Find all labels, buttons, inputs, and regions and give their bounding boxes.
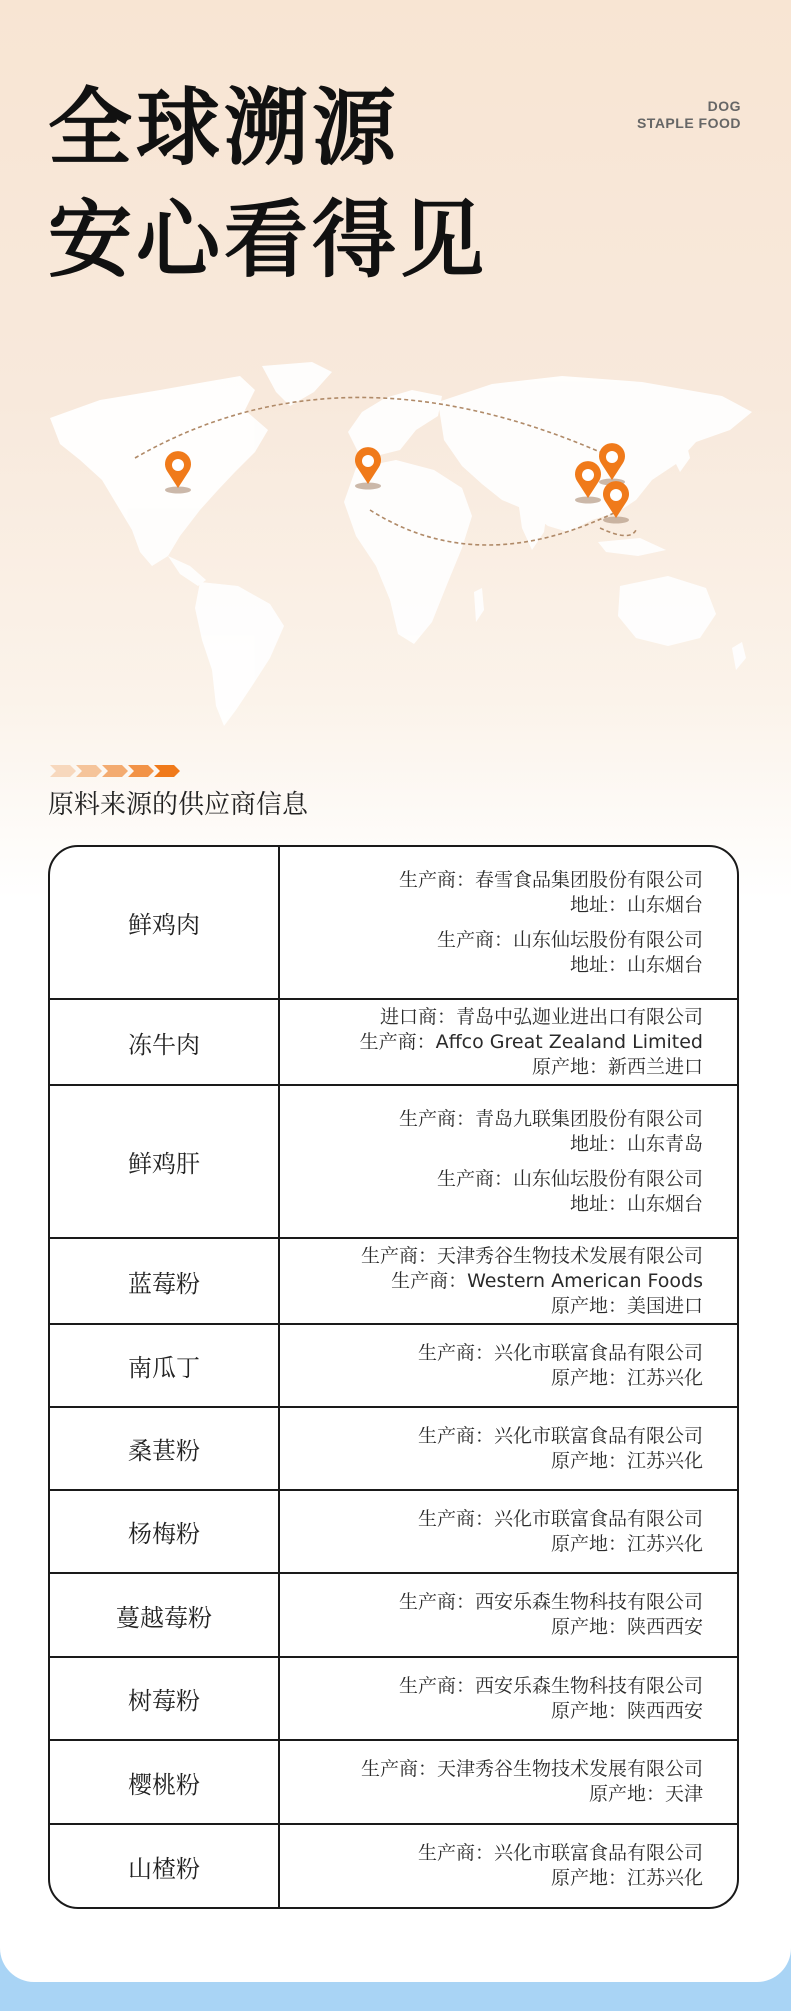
supplier-detail-line: 生产商：Western American Foods — [391, 1269, 703, 1292]
supplier-info — [280, 1408, 737, 1489]
hero-title-line1: 全球溯源 — [48, 79, 401, 177]
ingredient-name: 蓝莓粉 — [50, 1239, 280, 1323]
supplier-info — [280, 1741, 737, 1823]
supplier-detail-line: 生产商：西安乐森生物科技有限公司 — [398, 1674, 703, 1697]
supplier-detail-line: 地址：山东烟台 — [569, 953, 703, 976]
supplier-group — [437, 1167, 703, 1217]
india-shape — [518, 500, 548, 550]
southeast-asia-islands-shape — [598, 538, 666, 556]
supplier-detail-line: 原产地：美国进口 — [550, 1294, 703, 1317]
supplier-info — [280, 1825, 737, 1907]
supplier-detail-line: 生产商：西安乐森生物科技有限公司 — [398, 1591, 703, 1613]
supplier-table — [48, 845, 739, 1909]
supplier-group — [437, 928, 703, 978]
supplier-info — [280, 1658, 737, 1739]
table-row — [50, 1239, 737, 1325]
table-row — [50, 1325, 737, 1408]
supplier-detail-line: 生产商：青岛九联集团股份有限公司 — [398, 1107, 703, 1130]
supplier-detail-line: 原产地：江苏兴化 — [550, 1532, 703, 1555]
supplier-detail-line: 地址：山东烟台 — [569, 893, 703, 916]
ingredient-name: 冻牛肉 — [50, 1000, 280, 1084]
supplier-info — [280, 1491, 737, 1572]
supplier-info — [280, 1000, 737, 1084]
supplier-detail-line: 生产商：山东仙坛股份有限公司 — [436, 928, 703, 951]
supplier-group — [361, 1244, 703, 1319]
supplier-detail-line: 原产地：江苏兴化 — [550, 1366, 703, 1389]
supplier-detail-line: 进口商：青岛中弘迦业进出口有限公司 — [379, 1005, 703, 1028]
supplier-detail-line: 生产商：天津秀谷生物技术发展有限公司 — [360, 1758, 703, 1780]
table-row — [50, 1086, 737, 1239]
supplier-detail-line: 原产地：陕西西安 — [550, 1699, 703, 1722]
ingredient-name: 树莓粉 — [50, 1658, 280, 1739]
brand-line1: DOG — [707, 98, 741, 114]
australia-shape — [618, 576, 716, 646]
brand-line2: STAPLE FOOD — [636, 115, 741, 131]
route-east — [600, 528, 636, 536]
supplier-detail-line: 原产地：陕西西安 — [550, 1616, 703, 1638]
europe-shape — [348, 390, 442, 456]
supplier-detail-line: 生产商：兴化市联富食品有限公司 — [417, 1507, 703, 1530]
supplier-group — [418, 1507, 703, 1557]
table-row — [50, 1408, 737, 1491]
orange-stripes-decoration — [50, 765, 180, 777]
table-row — [50, 847, 737, 1000]
supplier-info — [280, 1325, 737, 1406]
supplier-group — [418, 1841, 703, 1891]
south-america-shape — [195, 582, 284, 726]
ingredient-name: 蔓越莓粉 — [50, 1574, 280, 1656]
ingredient-name: 樱桃粉 — [50, 1741, 280, 1823]
supplier-detail-line: 生产商：兴化市联富食品有限公司 — [417, 1424, 703, 1447]
supplier-detail-line: 原产地：天津 — [588, 1783, 703, 1805]
supplier-group — [361, 1757, 703, 1807]
table-row — [50, 1741, 737, 1825]
supplier-detail-line: 原产地：江苏兴化 — [550, 1867, 703, 1889]
asia-shape — [438, 376, 752, 532]
supplier-detail-line: 生产商：兴化市联富食品有限公司 — [417, 1341, 703, 1364]
supplier-info — [280, 1574, 737, 1656]
supplier-info — [280, 1239, 737, 1323]
ingredient-name: 山楂粉 — [50, 1825, 280, 1907]
supplier-detail-line: 生产商：春雪食品集团股份有限公司 — [398, 868, 703, 891]
supplier-group — [418, 1341, 703, 1391]
supplier-group — [399, 1674, 703, 1724]
world-map — [40, 360, 760, 760]
supplier-detail-line: 生产商：Affco Great Zealand Limited — [359, 1030, 703, 1053]
supplier-group — [418, 1424, 703, 1474]
table-row — [50, 1825, 737, 1907]
brand-tag — [637, 98, 741, 132]
supplier-group — [399, 1590, 703, 1640]
ingredient-name: 鲜鸡肉 — [50, 847, 280, 998]
supplier-group — [399, 868, 703, 918]
hero-title-line2: 安心看得见 — [48, 191, 489, 289]
new-zealand-shape — [732, 642, 746, 670]
continents — [50, 362, 752, 726]
supplier-group — [360, 1005, 703, 1080]
section-title: 原料来源的供应商信息 — [48, 790, 309, 820]
supplier-info — [280, 1086, 737, 1237]
table-row — [50, 1574, 737, 1658]
ingredient-name: 南瓜丁 — [50, 1325, 280, 1406]
central-america-shape — [168, 556, 206, 586]
bottom-bar — [0, 1982, 791, 2011]
supplier-detail-line: 生产商：山东仙坛股份有限公司 — [436, 1167, 703, 1190]
table-row — [50, 1658, 737, 1741]
north-america-shape — [50, 376, 268, 566]
ingredient-name: 杨梅粉 — [50, 1491, 280, 1572]
supplier-detail-line: 地址：山东青岛 — [569, 1132, 703, 1155]
supplier-detail-line: 原产地：江苏兴化 — [550, 1449, 703, 1472]
table-row — [50, 1491, 737, 1574]
supplier-info — [280, 847, 737, 998]
supplier-detail-line: 原产地：新西兰进口 — [531, 1055, 703, 1078]
supplier-group — [399, 1107, 703, 1157]
supplier-detail-line: 生产商：天津秀谷生物技术发展有限公司 — [360, 1244, 703, 1267]
madagascar-shape — [474, 588, 484, 622]
table-row — [50, 1000, 737, 1086]
supplier-detail-line: 地址：山东烟台 — [569, 1192, 703, 1215]
supplier-detail-line: 生产商：兴化市联富食品有限公司 — [417, 1842, 703, 1864]
ingredient-name: 桑葚粉 — [50, 1408, 280, 1489]
ingredient-name: 鲜鸡肝 — [50, 1086, 280, 1237]
